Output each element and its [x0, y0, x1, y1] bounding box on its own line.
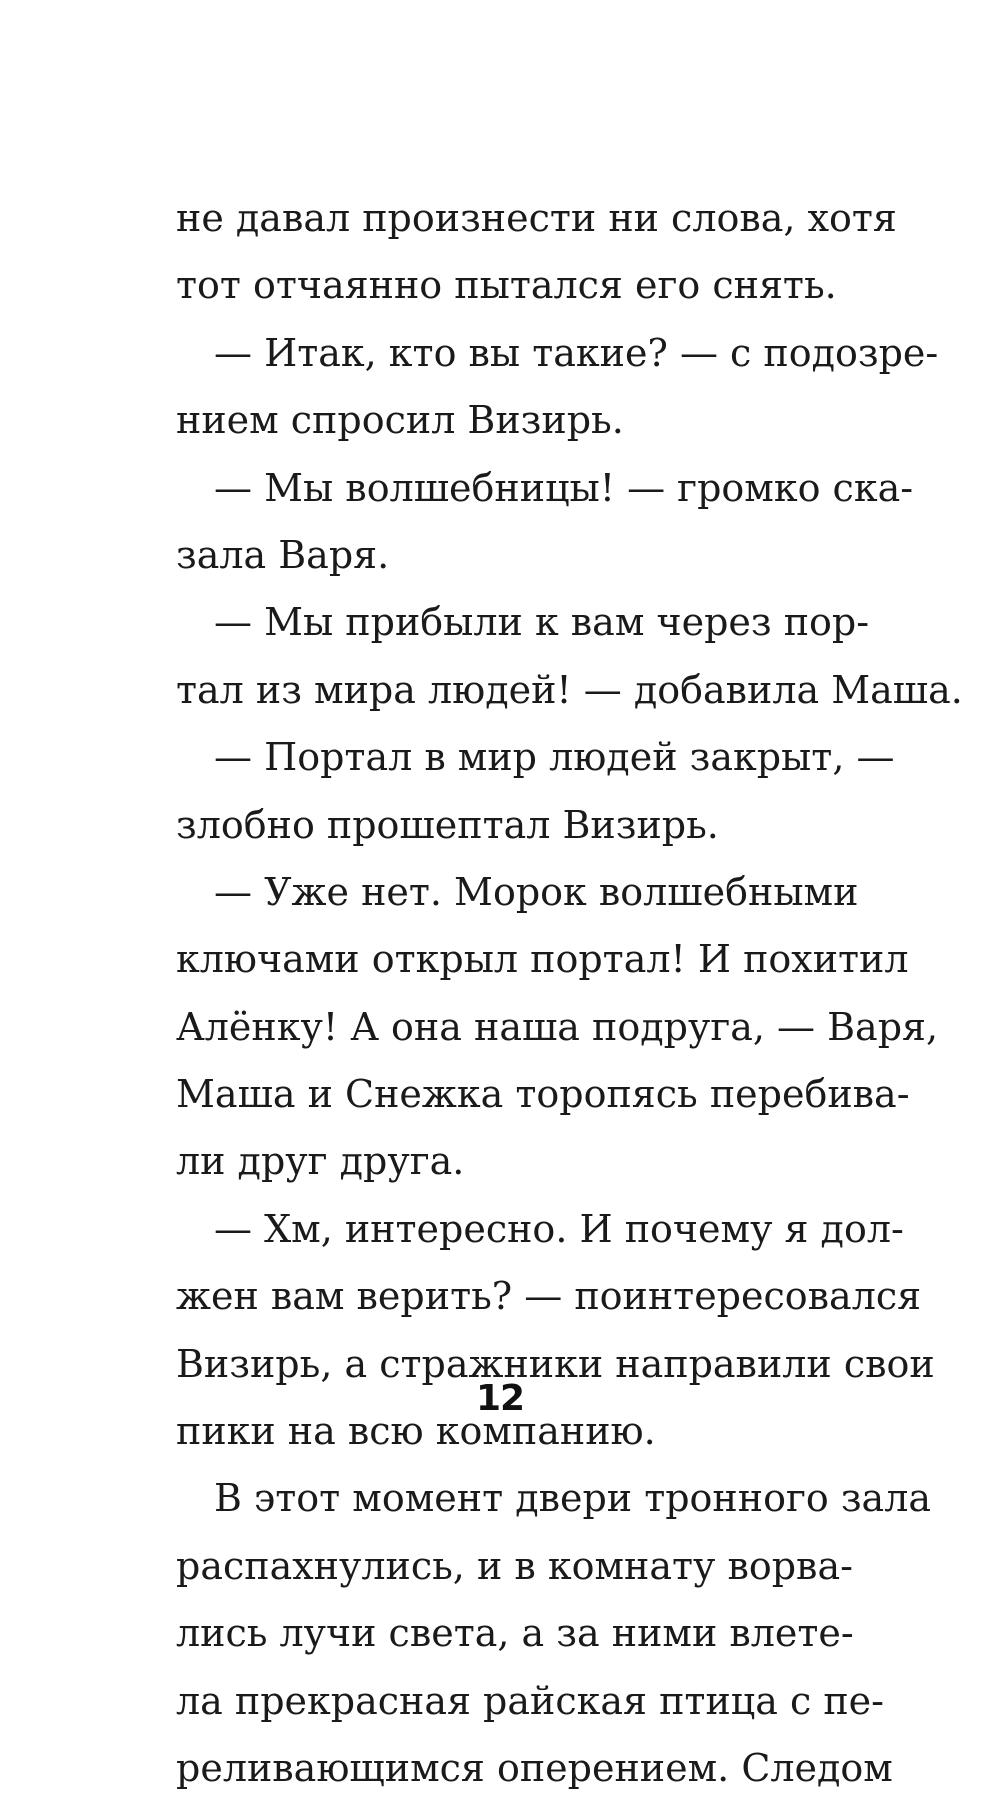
text-line: тал из мира людей! — добавила Маша.	[176, 667, 963, 712]
body-text	[176, 185, 963, 1802]
text-line: — Итак, кто вы такие? — с подозре-	[214, 330, 939, 375]
text-line: тот отчаянно пытался его снять.	[176, 263, 837, 308]
text-line: — Мы прибыли к вам через пор-	[214, 600, 870, 645]
text-line: ла прекрасная райская птица с пе-	[176, 1678, 884, 1723]
text-line: В этот момент двери тронного зала	[214, 1476, 932, 1521]
text-line: не давал произнести ни слова, хотя	[176, 196, 897, 240]
text-line: нием спросил Визирь.	[176, 398, 624, 443]
text-line: Алёнку! А она наша подруга, — Варя,	[176, 1004, 939, 1049]
text-line: ли друг друга.	[176, 1139, 465, 1184]
text-line: лись лучи света, а за ними влете-	[176, 1611, 854, 1656]
text-line: распахнулись, и в комнату ворва-	[176, 1543, 853, 1588]
text-line: пики на всю компанию.	[176, 1409, 656, 1454]
text-line: Визирь, а стражники направили свои	[176, 1341, 935, 1386]
text-line: — Уже нет. Морок волшебными	[214, 869, 859, 914]
text-line: Маша и Снежка торопясь перебива-	[176, 1072, 910, 1117]
text-line: зала Варя.	[176, 532, 390, 577]
text-line: злобно прошептал Визирь.	[176, 802, 719, 847]
text-line: ключами открыл портал! И похитил	[176, 937, 909, 982]
text-line: реливающимся оперением. Следом	[176, 1745, 893, 1790]
text-line: — Мы волшебницы! — громко ска-	[214, 465, 914, 510]
text-line: — Портал в мир людей закрыт, —	[214, 735, 895, 780]
text-line: жен вам верить? — поинтересовался	[176, 1274, 922, 1319]
page-number: 12	[475, 1378, 525, 1419]
text-line: — Хм, интересно. И почему я дол-	[214, 1206, 904, 1251]
